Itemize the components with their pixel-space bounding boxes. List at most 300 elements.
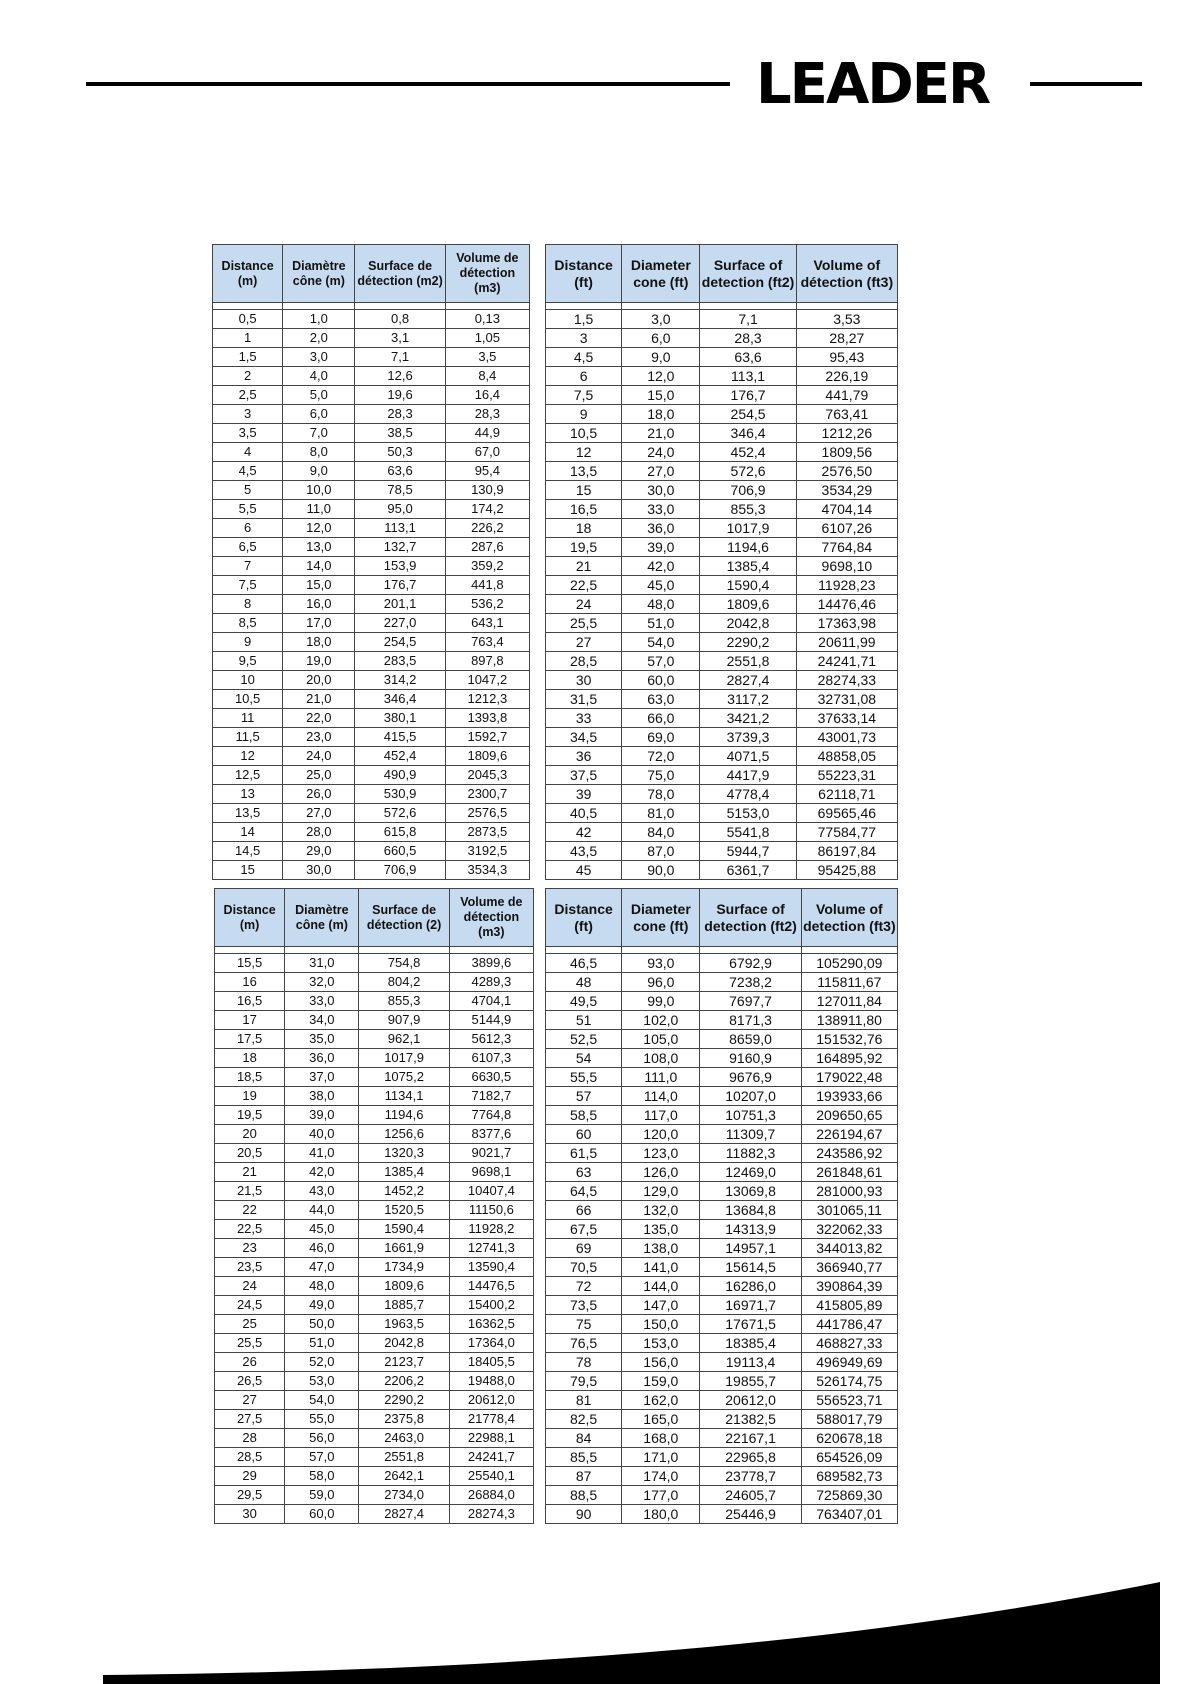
table-cell: 897,8 [445, 652, 529, 671]
table-cell: 16,0 [283, 595, 355, 614]
table-cell: 70,5 [546, 1258, 622, 1277]
table-row [215, 1125, 534, 1144]
table-row [215, 1429, 534, 1448]
table-cell: 33,0 [622, 500, 700, 519]
table-cell: 168,0 [622, 1429, 700, 1448]
table-row [215, 992, 534, 1011]
table-row [215, 1068, 534, 1087]
table-cell: 20611,99 [796, 633, 897, 652]
table-cell: 48858,05 [796, 747, 897, 766]
table-cell: 415805,89 [801, 1296, 897, 1315]
table-cell: 21 [215, 1163, 285, 1182]
table-cell: 29,5 [215, 1486, 285, 1505]
table-cell: 58,0 [285, 1467, 359, 1486]
table-cell: 5612,3 [449, 1030, 533, 1049]
table-cell: 105,0 [622, 1030, 700, 1049]
table-cell: 24241,71 [796, 652, 897, 671]
table-cell: 11309,7 [700, 1125, 801, 1144]
table-cell: 48,0 [622, 595, 700, 614]
table-cell: 73,5 [546, 1296, 622, 1315]
table-cell: 16,5 [546, 500, 622, 519]
table-cell: 2642,1 [359, 1467, 449, 1486]
table-cell: 144,0 [622, 1277, 700, 1296]
table-cell: 22965,8 [700, 1448, 801, 1467]
table-cell: 14957,1 [700, 1239, 801, 1258]
table-cell: 2827,4 [359, 1505, 449, 1524]
table-cell: 96,0 [622, 973, 700, 992]
table-cell: 60,0 [622, 671, 700, 690]
table-row [546, 1334, 898, 1353]
table-row [213, 861, 530, 880]
table-cell: 90,0 [622, 861, 700, 880]
table-cell: 27 [546, 633, 622, 652]
table-cell: 2375,8 [359, 1410, 449, 1429]
table-row [546, 1448, 898, 1467]
table-cell: 441,8 [445, 576, 529, 595]
table-row [546, 954, 898, 973]
table-cell: 9676,9 [700, 1068, 801, 1087]
table-cell: 689582,73 [801, 1467, 897, 1486]
table-row [546, 1163, 898, 1182]
table-cell: 1134,1 [359, 1087, 449, 1106]
table-cell: 9021,7 [449, 1144, 533, 1163]
table-cell: 27,0 [283, 804, 355, 823]
table-cell: 12 [213, 747, 283, 766]
table-cell: 26884,0 [449, 1486, 533, 1505]
table-cell: 6 [213, 519, 283, 538]
table-cell: 1452,2 [359, 1182, 449, 1201]
table-cell: 25,5 [215, 1334, 285, 1353]
table-cell: 2551,8 [359, 1448, 449, 1467]
table-cell: 176,7 [355, 576, 445, 595]
table-cell: 1320,3 [359, 1144, 449, 1163]
table-cell: 66 [546, 1201, 622, 1220]
table-cell: 34,5 [546, 728, 622, 747]
table-cell: 36,0 [622, 519, 700, 538]
column-header: Volume of détection (ft3) [796, 245, 897, 303]
table-row [215, 1220, 534, 1239]
column-header: Diamètre cône (m) [285, 889, 359, 947]
table-cell: 33,0 [285, 992, 359, 1011]
table-cell: 17671,5 [700, 1315, 801, 1334]
table-cell: 55,0 [285, 1410, 359, 1429]
table-cell: 281000,93 [801, 1182, 897, 1201]
table-cell: 7697,7 [700, 992, 801, 1011]
table-cell: 22988,1 [449, 1429, 533, 1448]
table-cell: 120,0 [622, 1125, 700, 1144]
table-cell: 16971,7 [700, 1296, 801, 1315]
table-row [546, 462, 898, 481]
table-cell: 2042,8 [359, 1334, 449, 1353]
table-cell: 151532,76 [801, 1030, 897, 1049]
table-cell: 23 [215, 1239, 285, 1258]
table-cell: 15,0 [283, 576, 355, 595]
table-cell: 725869,30 [801, 1486, 897, 1505]
table-cell: 452,4 [700, 443, 796, 462]
table-row [215, 1486, 534, 1505]
table-cell: 67,5 [546, 1220, 622, 1239]
table-row [546, 614, 898, 633]
table-row [215, 1315, 534, 1334]
table-cell: 2300,7 [445, 785, 529, 804]
table-cell: 346,4 [355, 690, 445, 709]
table-cell: 50,3 [355, 443, 445, 462]
table-cell: 15 [213, 861, 283, 880]
table-cell: 1590,4 [700, 576, 796, 595]
table-cell: 226194,67 [801, 1125, 897, 1144]
table-cell: 84 [546, 1429, 622, 1448]
table-cell: 7,5 [213, 576, 283, 595]
table-cell: 9698,10 [796, 557, 897, 576]
table-cell: 19113,4 [700, 1353, 801, 1372]
table-cell: 287,6 [445, 538, 529, 557]
table-row [546, 348, 898, 367]
table-cell: 1017,9 [700, 519, 796, 538]
table-cell: 1809,6 [359, 1277, 449, 1296]
table-cell: 25540,1 [449, 1467, 533, 1486]
table-cell: 9 [213, 633, 283, 652]
table-cell: 3899,6 [449, 954, 533, 973]
table-cell: 43001,73 [796, 728, 897, 747]
table-row [213, 519, 530, 538]
table-cell: 2,0 [283, 329, 355, 348]
table-cell: 18,0 [283, 633, 355, 652]
table-cell: 1590,4 [359, 1220, 449, 1239]
table-row [546, 1505, 898, 1524]
table-row [213, 310, 530, 329]
table-cell: 162,0 [622, 1391, 700, 1410]
table-cell: 180,0 [622, 1505, 700, 1524]
table-cell: 55,5 [546, 1068, 622, 1087]
table-row [546, 1277, 898, 1296]
column-header: Surface of detection (ft2) [700, 889, 801, 947]
table-cell: 48 [546, 973, 622, 992]
table-cell: 2551,8 [700, 652, 796, 671]
table-cell: 81,0 [622, 804, 700, 823]
table-cell: 72,0 [622, 747, 700, 766]
table-cell: 1194,6 [359, 1106, 449, 1125]
table-cell: 17363,98 [796, 614, 897, 633]
table-cell: 19,5 [546, 538, 622, 557]
table-row [215, 1030, 534, 1049]
table-row [546, 1030, 898, 1049]
table-cell: 85,5 [546, 1448, 622, 1467]
table-row [546, 1315, 898, 1334]
table-row [215, 954, 534, 973]
table-cell: 28,3 [445, 405, 529, 424]
table-row [213, 785, 530, 804]
table-cell: 763,4 [445, 633, 529, 652]
table-cell: 41,0 [285, 1144, 359, 1163]
table-cell: 2827,4 [700, 671, 796, 690]
table-cell: 58,5 [546, 1106, 622, 1125]
table-cell: 5,0 [283, 386, 355, 405]
column-header: Distance (ft) [546, 245, 622, 303]
table-row [546, 1144, 898, 1163]
table-cell: 63,0 [622, 690, 700, 709]
table-cell: 16 [215, 973, 285, 992]
table-cell: 1885,7 [359, 1296, 449, 1315]
table-cell: 22167,1 [700, 1429, 801, 1448]
table-row [213, 481, 530, 500]
table-cell: 654526,09 [801, 1448, 897, 1467]
table-row [213, 405, 530, 424]
table-row [213, 557, 530, 576]
table-cell: 13590,4 [449, 1258, 533, 1277]
table-cell: 2576,50 [796, 462, 897, 481]
table-cell: 227,0 [355, 614, 445, 633]
table-cell: 16286,0 [700, 1277, 801, 1296]
table-cell: 2,5 [213, 386, 283, 405]
table-cell: 754,8 [359, 954, 449, 973]
table-row [546, 1239, 898, 1258]
table-cell: 390864,39 [801, 1277, 897, 1296]
table-cell: 18 [546, 519, 622, 538]
table-cell: 86197,84 [796, 842, 897, 861]
table-cell: 556523,71 [801, 1391, 897, 1410]
table-cell: 62118,71 [796, 785, 897, 804]
table-cell: 87 [546, 1467, 622, 1486]
table-cell: 153,0 [622, 1334, 700, 1353]
table-cell: 132,0 [622, 1201, 700, 1220]
table-cell: 13 [213, 785, 283, 804]
header-spacer-row [215, 947, 534, 954]
column-header: Surface de détection (2) [359, 889, 449, 947]
table-row [546, 538, 898, 557]
table-cell: 8377,6 [449, 1125, 533, 1144]
table-cell: 18,5 [215, 1068, 285, 1087]
table-row [546, 595, 898, 614]
table-cell: 8171,3 [700, 1011, 801, 1030]
table-cell: 57,0 [285, 1448, 359, 1467]
table-cell: 174,0 [622, 1467, 700, 1486]
table-row [213, 728, 530, 747]
table-cell: 2290,2 [359, 1391, 449, 1410]
table-cell: 6107,3 [449, 1049, 533, 1068]
table-cell: 660,5 [355, 842, 445, 861]
table-cell: 3,1 [355, 329, 445, 348]
table-cell: 11928,2 [449, 1220, 533, 1239]
table-cell: 153,9 [355, 557, 445, 576]
table-cell: 42,0 [285, 1163, 359, 1182]
table-cell: 4417,9 [700, 766, 796, 785]
table-row [215, 1296, 534, 1315]
table-cell: 8,5 [213, 614, 283, 633]
table-cell: 40,0 [285, 1125, 359, 1144]
table-cell: 78 [546, 1353, 622, 1372]
table-cell: 10,5 [546, 424, 622, 443]
table-cell: 36 [546, 747, 622, 766]
table-cell: 87,0 [622, 842, 700, 861]
column-header: Volume of detection (ft3) [801, 889, 897, 947]
table-cell: 52,5 [546, 1030, 622, 1049]
table-cell: 179022,48 [801, 1068, 897, 1087]
column-header: Volume de détection (m3) [445, 245, 529, 303]
table-cell: 2042,8 [700, 614, 796, 633]
table-cell: 4,5 [546, 348, 622, 367]
table-cell: 13069,8 [700, 1182, 801, 1201]
table-row [215, 1353, 534, 1372]
table-cell: 174,2 [445, 500, 529, 519]
table-cell: 1963,5 [359, 1315, 449, 1334]
table-cell: 63,6 [355, 462, 445, 481]
table-cell: 37,0 [285, 1068, 359, 1087]
table-cell: 0,8 [355, 310, 445, 329]
table-row [546, 1125, 898, 1144]
table-cell: 855,3 [359, 992, 449, 1011]
table-cell: 23,5 [215, 1258, 285, 1277]
table-cell: 380,1 [355, 709, 445, 728]
table-cell: 12,5 [213, 766, 283, 785]
table-cell: 6630,5 [449, 1068, 533, 1087]
table-cell: 176,7 [700, 386, 796, 405]
table-cell: 28274,33 [796, 671, 897, 690]
table-cell: 1520,5 [359, 1201, 449, 1220]
table-cell: 1809,56 [796, 443, 897, 462]
table-cell: 24605,7 [700, 1486, 801, 1505]
table-cell: 415,5 [355, 728, 445, 747]
table-cell: 28,3 [355, 405, 445, 424]
table-cell: 39,0 [285, 1106, 359, 1125]
table-cell: 113,1 [700, 367, 796, 386]
table-cell: 243586,92 [801, 1144, 897, 1163]
table-cell: 19,6 [355, 386, 445, 405]
table-cell: 7764,8 [449, 1106, 533, 1125]
table-cell: 226,19 [796, 367, 897, 386]
table-cell: 6,5 [213, 538, 283, 557]
table-cell: 1734,9 [359, 1258, 449, 1277]
table-cell: 441,79 [796, 386, 897, 405]
table-cell: 67,0 [445, 443, 529, 462]
table-cell: 99,0 [622, 992, 700, 1011]
table-cell: 496949,69 [801, 1353, 897, 1372]
table-cell: 130,9 [445, 481, 529, 500]
table-cell: 15,5 [215, 954, 285, 973]
table-row [213, 652, 530, 671]
table-row [215, 1011, 534, 1030]
table-cell: 5944,7 [700, 842, 796, 861]
footer-swoosh [0, 1560, 1191, 1684]
table-cell: 165,0 [622, 1410, 700, 1429]
table-cell: 47,0 [285, 1258, 359, 1277]
table-row [546, 1068, 898, 1087]
table-cell: 193933,66 [801, 1087, 897, 1106]
table-cell: 1661,9 [359, 1239, 449, 1258]
table-row [213, 690, 530, 709]
table-cell: 10751,3 [700, 1106, 801, 1125]
table-cell: 5 [213, 481, 283, 500]
table-cell: 1047,2 [445, 671, 529, 690]
table-cell: 7,0 [283, 424, 355, 443]
table-cell: 69 [546, 1239, 622, 1258]
table-cell: 1,5 [546, 310, 622, 329]
table-cell: 11150,6 [449, 1201, 533, 1220]
table-cell: 15614,5 [700, 1258, 801, 1277]
table-cell: 49,0 [285, 1296, 359, 1315]
table-cell: 1809,6 [445, 747, 529, 766]
table-cell: 45 [546, 861, 622, 880]
table-cell: 490,9 [355, 766, 445, 785]
column-header: Volume de détection (m3) [449, 889, 533, 947]
table-cell: 4289,3 [449, 973, 533, 992]
table-cell: 10,5 [213, 690, 283, 709]
table-cell: 59,0 [285, 1486, 359, 1505]
table-cell: 18385,4 [700, 1334, 801, 1353]
imperial-table-top [545, 244, 898, 880]
table-cell: 42,0 [622, 557, 700, 576]
table-cell: 36,0 [285, 1049, 359, 1068]
table-row [546, 1391, 898, 1410]
table-row [546, 405, 898, 424]
table-cell: 11928,23 [796, 576, 897, 595]
table-cell: 344013,82 [801, 1239, 897, 1258]
table-cell: 150,0 [622, 1315, 700, 1334]
table-cell: 75 [546, 1315, 622, 1334]
table-cell: 1592,7 [445, 728, 529, 747]
table-cell: 113,1 [355, 519, 445, 538]
table-cell: 1809,6 [700, 595, 796, 614]
table-cell: 27,0 [622, 462, 700, 481]
table-cell: 26,0 [283, 785, 355, 804]
table-cell: 2206,2 [359, 1372, 449, 1391]
table-row [546, 973, 898, 992]
table-cell: 39,0 [622, 538, 700, 557]
table-cell: 14313,9 [700, 1220, 801, 1239]
table-row [546, 1410, 898, 1429]
table-cell: 254,5 [355, 633, 445, 652]
table-cell: 16,5 [215, 992, 285, 1011]
table-cell: 4704,1 [449, 992, 533, 1011]
table-cell: 26 [215, 1353, 285, 1372]
table-cell: 283,5 [355, 652, 445, 671]
table-cell: 14476,5 [449, 1277, 533, 1296]
table-row [213, 443, 530, 462]
table-row [213, 766, 530, 785]
table-cell: 572,6 [355, 804, 445, 823]
table-row [546, 500, 898, 519]
table-cell: 962,1 [359, 1030, 449, 1049]
table-cell: 7 [213, 557, 283, 576]
table-cell: 10 [213, 671, 283, 690]
table-cell: 28,5 [215, 1448, 285, 1467]
table-cell: 261848,61 [801, 1163, 897, 1182]
table-cell: 19 [215, 1087, 285, 1106]
table-cell: 25446,9 [700, 1505, 801, 1524]
table-cell: 588017,79 [801, 1410, 897, 1429]
table-cell: 32,0 [285, 973, 359, 992]
table-cell: 117,0 [622, 1106, 700, 1125]
table-row [546, 766, 898, 785]
table-row [215, 1448, 534, 1467]
table-row [215, 1391, 534, 1410]
table-cell: 0,5 [213, 310, 283, 329]
table-cell: 19,5 [215, 1106, 285, 1125]
table-row [546, 633, 898, 652]
table-cell: 63,6 [700, 348, 796, 367]
table-row [213, 424, 530, 443]
table-row [546, 728, 898, 747]
table-cell: 60,0 [285, 1505, 359, 1524]
table-cell: 21,0 [622, 424, 700, 443]
leader-logo [756, 54, 1020, 116]
table-cell: 643,1 [445, 614, 529, 633]
table-cell: 15400,2 [449, 1296, 533, 1315]
table-cell: 2 [213, 367, 283, 386]
table-row [546, 1296, 898, 1315]
table-cell: 3117,2 [700, 690, 796, 709]
table-cell: 108,0 [622, 1049, 700, 1068]
table-row [213, 709, 530, 728]
